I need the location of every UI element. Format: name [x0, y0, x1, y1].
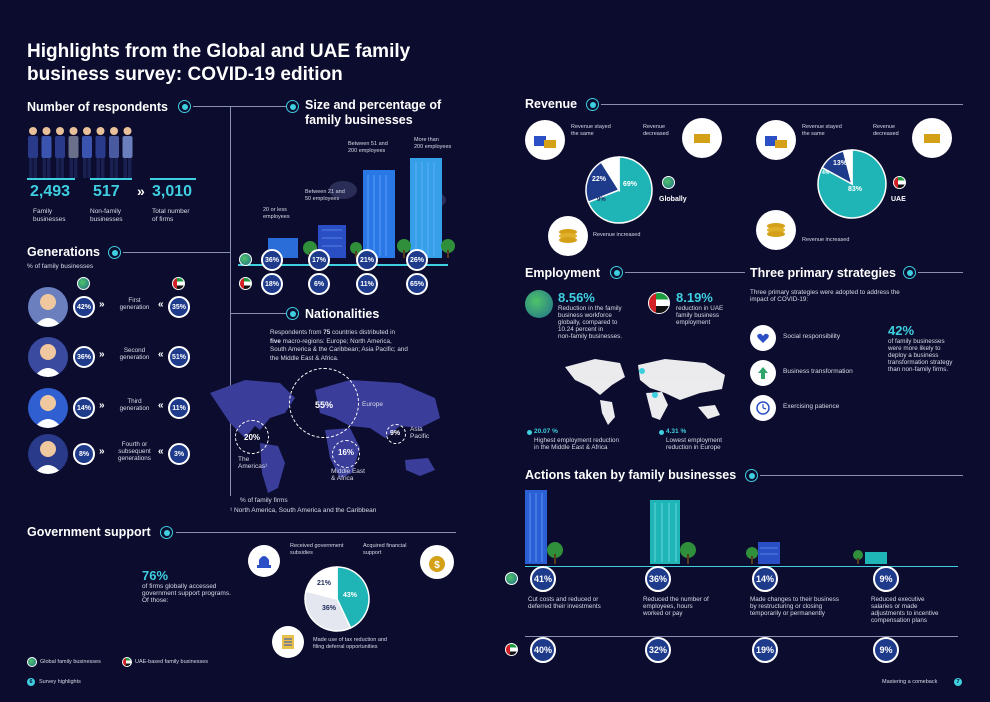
size-uae-pct: 18% — [261, 273, 283, 295]
size-label-21-50: Between 21 and 50 employees — [305, 189, 345, 202]
page-number-right: 7 — [954, 678, 962, 686]
action-description: Reduced executive salaries or made adjustments to incentive compensation plans — [871, 596, 939, 624]
generation-avatar — [28, 337, 68, 377]
generation-uae-pct: 35% — [168, 296, 190, 318]
arrow-right-icon: » — [99, 349, 105, 360]
generation-label: Second generation — [119, 347, 150, 361]
globe-icon — [239, 253, 252, 266]
generation-label: Fourth or subsequent generations — [118, 441, 151, 462]
size-marker-icon — [286, 100, 299, 113]
capitol-icon — [248, 545, 280, 577]
generation-label: First generation — [119, 297, 150, 311]
employment-marker-icon — [610, 266, 623, 279]
generation-uae-pct: 51% — [168, 346, 190, 368]
pie-label: 83% — [848, 186, 863, 193]
arrow-left-icon: « — [158, 349, 164, 360]
action-global-pct: 41% — [530, 566, 556, 592]
size-global-pct: 36% — [261, 249, 283, 271]
connector-line — [230, 313, 286, 314]
page-title: Highlights from the Global and UAE family business survey: COVID-19 edition — [27, 41, 411, 85]
arrow-left-icon: « — [158, 446, 164, 457]
action-description: Cut costs and reduced or deferred their investments — [528, 596, 601, 610]
uae-flag-icon — [505, 643, 518, 656]
arrow-right-icon: » — [99, 446, 105, 457]
globe-icon — [505, 572, 518, 585]
employment-uae-desc: reduction in UAE family business employment — [676, 305, 724, 326]
map-footnote: ¹ North America, South America and the Caribbean — [230, 507, 377, 514]
size-global-pct: 26% — [406, 249, 428, 271]
employment-highest-pct: 20.07 % — [534, 428, 558, 435]
revenue-uae-pie-chart — [816, 148, 888, 220]
generation-uae-pct: 3% — [168, 443, 190, 465]
divider — [525, 566, 958, 567]
revenue-heading: Revenue — [525, 97, 578, 111]
generation-uae-pct: 11% — [168, 397, 190, 419]
coins-icon — [912, 118, 952, 158]
divider — [150, 178, 196, 180]
divider — [27, 178, 75, 180]
strategies-pct-desc: of family businesses were more likely to deploy a business transformation strategy than non-family firms. — [888, 338, 953, 373]
region-name: Middle East & Africa — [331, 468, 365, 482]
pie-label: 36% — [322, 605, 337, 612]
size-global-pct: 17% — [308, 249, 330, 271]
generations-marker-icon — [108, 246, 121, 259]
connector-line — [193, 106, 230, 107]
action-uae-pct: 19% — [752, 637, 778, 663]
total-count: 3,010 — [152, 183, 193, 200]
pie-label: 22% — [592, 176, 607, 183]
arrow-left-icon: « — [158, 299, 164, 310]
generations-heading: Generations — [27, 245, 100, 259]
revenue-globally-label: Globally — [659, 196, 687, 203]
globe-icon — [662, 176, 675, 189]
family-count: 2,493 — [30, 183, 71, 200]
action-uae-pct: 32% — [645, 637, 671, 663]
strategy-item-transformation: Business transformation — [783, 368, 853, 375]
action-global-pct: 36% — [645, 566, 671, 592]
connector-line — [625, 272, 745, 273]
generation-global-pct: 8% — [73, 443, 95, 465]
generation-global-pct: 42% — [73, 296, 95, 318]
employment-lowest-pct: 4.31 % — [666, 428, 687, 435]
revenue-same-label: Revenue stayed the same — [802, 124, 842, 137]
government-pct: 76% — [142, 568, 169, 583]
financial-label: Acquired financial support — [363, 543, 407, 556]
gold-coins-icon — [548, 216, 588, 256]
revenue-same-label: Revenue stayed the same — [571, 124, 611, 137]
connector-line — [230, 106, 286, 107]
size-uae-pct: 65% — [406, 273, 428, 295]
revenue-uae-label: UAE — [891, 196, 906, 203]
employment-heading: Employment — [525, 266, 601, 280]
revenue-decreased-label: Revenue decreased — [643, 124, 669, 137]
revenue-marker-icon — [586, 98, 599, 111]
revenue-increased-label: Revenue increased — [593, 232, 641, 238]
uae-flag-icon — [122, 657, 132, 667]
government-pie-chart — [303, 565, 371, 633]
globe-icon — [525, 290, 553, 318]
coins-stack-icon — [525, 120, 565, 160]
size-global-pct: 21% — [356, 249, 378, 271]
action-global-pct: 9% — [873, 566, 899, 592]
government-heading: Government support — [27, 525, 151, 539]
size-uae-pct: 11% — [356, 273, 378, 295]
actions-buildings-illustration — [520, 488, 960, 566]
tax-label: Made use of tax reduction and filing deferral opportunities — [313, 637, 387, 650]
arrow-right-icon: » — [99, 299, 105, 310]
actions-marker-icon — [745, 469, 758, 482]
svg-text:$: $ — [434, 560, 440, 571]
transformation-icon — [750, 360, 776, 386]
action-uae-pct: 40% — [530, 637, 556, 663]
uae-flag-icon — [239, 277, 252, 290]
connector-line — [918, 272, 963, 273]
revenue-decreased-label: Revenue decreased — [873, 124, 899, 137]
lowest-marker-icon — [659, 430, 664, 435]
divider — [525, 636, 958, 637]
employment-global-pct: 8.56% — [558, 290, 595, 305]
size-heading: Size and percentage of family businesses — [305, 98, 442, 127]
action-uae-pct: 9% — [873, 637, 899, 663]
money-bag-icon — [420, 545, 454, 579]
size-uae-pct: 6% — [308, 273, 330, 295]
footer-left: Survey highlights — [39, 679, 81, 685]
strategy-item-patience: Exercising patience — [783, 403, 840, 410]
region-pct: 20% — [244, 433, 261, 442]
highest-marker-icon — [527, 430, 532, 435]
strategies-pct: 42% — [888, 323, 915, 338]
generation-avatar — [28, 434, 68, 474]
action-description: Reduced the number of employees, hours worked or pay — [643, 596, 709, 617]
strategies-marker-icon — [903, 266, 916, 279]
action-global-pct: 14% — [752, 566, 778, 592]
nonfamily-count: 517 — [93, 183, 120, 200]
region-name: The Americas¹ — [238, 456, 268, 470]
employment-lowest-desc: Lowest employment reduction in Europe — [666, 437, 722, 451]
pie-label: 4% — [822, 170, 830, 176]
employment-world-map — [560, 355, 730, 427]
arrow-right-icon: » — [99, 400, 105, 411]
clock-icon — [750, 395, 776, 421]
total-label: Total number of firms — [152, 208, 190, 223]
arrow-icon: » — [137, 183, 145, 199]
nonfamily-label: Non-family businesses — [90, 208, 123, 223]
uae-flag-icon — [648, 292, 670, 314]
nationalities-heading: Nationalities — [305, 307, 380, 321]
people-group-icon — [27, 124, 142, 180]
region-pct: 16% — [338, 448, 355, 457]
region-pct: 55% — [315, 400, 334, 410]
globe-icon — [27, 657, 37, 667]
pie-label: 9% — [597, 197, 606, 203]
region-name: Europe — [362, 401, 383, 408]
legend-global: Global family businesses — [40, 659, 101, 665]
size-label-200plus: More than 200 employees — [414, 137, 452, 150]
employment-uae-pct: 8.19% — [676, 290, 713, 305]
connector-line — [176, 532, 456, 533]
generation-avatar — [28, 287, 68, 327]
nationalities-marker-icon — [286, 307, 299, 320]
pie-label: 21% — [317, 580, 332, 587]
generation-label: Third generation — [119, 398, 150, 412]
generation-avatar — [28, 388, 68, 428]
action-description: Made changes to their business by restructuring or closing temporarily or permanently — [750, 596, 839, 617]
page-number-left: 6 — [27, 678, 35, 686]
uae-flag-icon — [172, 277, 185, 290]
employment-highest-desc: Highest employment reduction in the Middle East & Africa — [534, 437, 620, 451]
respondents-marker-icon — [178, 100, 191, 113]
employment-global-desc: Reduction in the family business workforce globally, compared to 10.24 percent in non-family businesses. — [558, 305, 623, 340]
footer-right: Mastering a comeback — [882, 679, 938, 685]
uae-flag-icon — [893, 176, 906, 189]
pie-label: 69% — [623, 181, 638, 188]
revenue-increased-label: Revenue increased — [802, 237, 850, 243]
region-name: Asia Pacific — [410, 426, 430, 440]
connector-line — [760, 475, 963, 476]
generation-global-pct: 36% — [73, 346, 95, 368]
globe-icon — [77, 277, 90, 290]
coins-stack-icon — [756, 120, 796, 160]
size-label-small: 20 or less employees — [263, 207, 290, 220]
pie-label: 43% — [343, 592, 358, 599]
strategies-heading: Three primary strategies — [750, 266, 896, 280]
strategies-description: Three primary strategies were adopted to address the impact of COVID-19: — [750, 289, 900, 303]
nationalities-description: Respondents from 75 countries distributed in five macro-regions: Europe; North America, South America & the Caribbean; Asia Pacific; and the Middle East & Africa. — [270, 329, 408, 362]
connector-line — [601, 104, 963, 105]
strategy-item-social: Social responsibility — [783, 333, 841, 340]
coins-icon — [682, 118, 722, 158]
hands-heart-icon — [750, 325, 776, 351]
revenue-global-pie-chart — [584, 155, 654, 225]
pie-label: 13% — [833, 160, 848, 167]
map-footnote: % of family firms — [240, 497, 288, 504]
government-description: of firms globally accessed government support programs. Of those: — [142, 583, 231, 604]
region-pct: 9% — [390, 430, 401, 437]
gold-coins-icon — [756, 210, 796, 250]
legend-uae: UAE-based family businesses — [135, 659, 209, 665]
respondents-heading: Number of respondents — [27, 100, 168, 114]
connector-line — [123, 252, 230, 253]
government-marker-icon — [160, 526, 173, 539]
generation-global-pct: 14% — [73, 397, 95, 419]
divider — [90, 178, 132, 180]
subsidies-label: Received government subsidies — [290, 543, 344, 556]
generations-subtitle: % of family businesses — [27, 263, 94, 270]
arrow-left-icon: « — [158, 400, 164, 411]
family-label: Family businesses — [33, 208, 66, 223]
size-label-51-200: Between 51 and 200 employees — [348, 141, 388, 154]
actions-heading: Actions taken by family businesses — [525, 468, 737, 482]
tax-form-icon — [272, 626, 304, 658]
